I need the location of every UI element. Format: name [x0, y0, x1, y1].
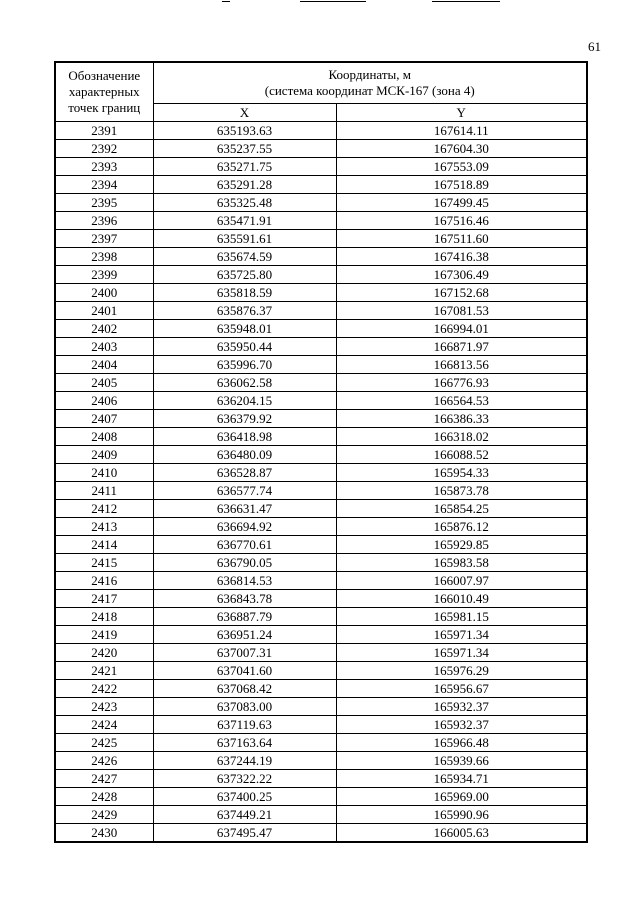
y-coordinate-cell: 166005.63: [336, 824, 587, 843]
y-coordinate-cell: 166871.97: [336, 338, 587, 356]
y-coordinate-cell: 165954.33: [336, 464, 587, 482]
point-number-cell: 2418: [55, 608, 153, 626]
x-coordinate-cell: 636951.24: [153, 626, 336, 644]
x-column-header: X: [153, 104, 336, 122]
table-row: [55, 230, 587, 248]
table-row: [55, 554, 587, 572]
table-row: [55, 464, 587, 482]
x-coordinate-cell: 636790.05: [153, 554, 336, 572]
point-number-cell: 2406: [55, 392, 153, 410]
table-row: [55, 662, 587, 680]
x-coordinate-cell: 637400.25: [153, 788, 336, 806]
point-number-cell: 2416: [55, 572, 153, 590]
x-coordinate-cell: 637007.31: [153, 644, 336, 662]
y-coordinate-cell: 167306.49: [336, 266, 587, 284]
table-row: [55, 752, 587, 770]
table-row: [55, 248, 587, 266]
point-number-cell: 2412: [55, 500, 153, 518]
y-coordinate-cell: 167511.60: [336, 230, 587, 248]
point-number-cell: 2430: [55, 824, 153, 843]
point-number-cell: 2399: [55, 266, 153, 284]
point-number-cell: 2413: [55, 518, 153, 536]
table-row: [55, 302, 587, 320]
table-row: [55, 698, 587, 716]
y-column-header: Y: [336, 104, 587, 122]
x-coordinate-cell: 635674.59: [153, 248, 336, 266]
table-row: [55, 446, 587, 464]
point-number-cell: 2426: [55, 752, 153, 770]
y-coordinate-cell: 165971.34: [336, 626, 587, 644]
point-designation-header: [55, 62, 153, 122]
table-header: [55, 62, 587, 122]
point-number-cell: 2425: [55, 734, 153, 752]
x-coordinate-cell: 635950.44: [153, 338, 336, 356]
point-number-cell: 2422: [55, 680, 153, 698]
table-row: [55, 626, 587, 644]
table-row: [55, 356, 587, 374]
y-coordinate-cell: 166994.01: [336, 320, 587, 338]
table-body: [55, 122, 587, 843]
table-row: [55, 716, 587, 734]
x-coordinate-cell: 636843.78: [153, 590, 336, 608]
x-coordinate-cell: 637163.64: [153, 734, 336, 752]
table-row: [55, 122, 587, 140]
table-row: [55, 266, 587, 284]
x-coordinate-cell: 636418.98: [153, 428, 336, 446]
y-coordinate-cell: 165873.78: [336, 482, 587, 500]
y-coordinate-cell: 167516.46: [336, 212, 587, 230]
point-number-cell: 2423: [55, 698, 153, 716]
table-row: [55, 374, 587, 392]
y-coordinate-cell: 167518.89: [336, 176, 587, 194]
table-row: [55, 320, 587, 338]
y-coordinate-cell: 166386.33: [336, 410, 587, 428]
page-number: 61: [588, 39, 601, 54]
table-row: [55, 410, 587, 428]
point-header-line: Обозначение: [68, 68, 141, 83]
table-row: [55, 158, 587, 176]
table-row: [55, 680, 587, 698]
x-coordinate-cell: 636770.61: [153, 536, 336, 554]
table-row: [55, 590, 587, 608]
coordinates-header: [153, 62, 587, 104]
table-row: [55, 644, 587, 662]
point-number-cell: 2408: [55, 428, 153, 446]
y-coordinate-cell: 165981.15: [336, 608, 587, 626]
x-coordinate-cell: 635725.80: [153, 266, 336, 284]
table-row: [55, 482, 587, 500]
point-number-cell: 2415: [55, 554, 153, 572]
y-coordinate-cell: 166010.49: [336, 590, 587, 608]
table-row: [55, 572, 587, 590]
point-number-cell: 2429: [55, 806, 153, 824]
table-row: [55, 338, 587, 356]
point-number-cell: 2411: [55, 482, 153, 500]
point-header-line: точек границ: [68, 100, 141, 115]
x-coordinate-cell: 637083.00: [153, 698, 336, 716]
x-coordinate-cell: 636577.74: [153, 482, 336, 500]
x-coordinate-cell: 635291.28: [153, 176, 336, 194]
x-coordinate-cell: 635193.63: [153, 122, 336, 140]
x-coordinate-cell: 636814.53: [153, 572, 336, 590]
y-coordinate-cell: 167553.09: [336, 158, 587, 176]
x-coordinate-cell: 636204.15: [153, 392, 336, 410]
y-coordinate-cell: 166776.93: [336, 374, 587, 392]
x-coordinate-cell: 635591.61: [153, 230, 336, 248]
y-coordinate-cell: 165929.85: [336, 536, 587, 554]
table-row: [55, 194, 587, 212]
y-coordinate-cell: 165969.00: [336, 788, 587, 806]
coordinate-system-label: (система координат МСК-167 (зона 4): [264, 83, 475, 98]
table-row: [55, 392, 587, 410]
x-coordinate-cell: 635237.55: [153, 140, 336, 158]
x-coordinate-cell: 635471.91: [153, 212, 336, 230]
point-number-cell: 2428: [55, 788, 153, 806]
y-coordinate-cell: 166088.52: [336, 446, 587, 464]
point-number-cell: 2419: [55, 626, 153, 644]
table-row: [55, 824, 587, 843]
point-number-cell: 2397: [55, 230, 153, 248]
x-coordinate-cell: 637041.60: [153, 662, 336, 680]
table-row: [55, 806, 587, 824]
y-coordinate-cell: 165971.34: [336, 644, 587, 662]
table-row: [55, 212, 587, 230]
y-coordinate-cell: 167614.11: [336, 122, 587, 140]
point-number-cell: 2401: [55, 302, 153, 320]
point-number-cell: 2392: [55, 140, 153, 158]
point-number-cell: 2394: [55, 176, 153, 194]
y-coordinate-cell: 167604.30: [336, 140, 587, 158]
table-row: [55, 428, 587, 446]
point-number-cell: 2420: [55, 644, 153, 662]
x-coordinate-cell: 635325.48: [153, 194, 336, 212]
table-row: [55, 734, 587, 752]
point-number-cell: 2409: [55, 446, 153, 464]
y-coordinate-cell: 165876.12: [336, 518, 587, 536]
x-coordinate-cell: 635996.70: [153, 356, 336, 374]
point-number-cell: 2402: [55, 320, 153, 338]
y-coordinate-cell: 165976.29: [336, 662, 587, 680]
y-coordinate-cell: 165939.66: [336, 752, 587, 770]
coordinates-title: Координаты, м: [328, 67, 411, 82]
x-coordinate-cell: 637068.42: [153, 680, 336, 698]
y-coordinate-cell: 166007.97: [336, 572, 587, 590]
x-coordinate-cell: 637119.63: [153, 716, 336, 734]
y-coordinate-cell: 165983.58: [336, 554, 587, 572]
table-row: [55, 770, 587, 788]
table-row: [55, 536, 587, 554]
table-row: [55, 284, 587, 302]
point-number-cell: 2403: [55, 338, 153, 356]
x-coordinate-cell: 637244.19: [153, 752, 336, 770]
point-number-cell: 2395: [55, 194, 153, 212]
table-row: [55, 500, 587, 518]
y-coordinate-cell: 165854.25: [336, 500, 587, 518]
x-coordinate-cell: 637495.47: [153, 824, 336, 843]
point-number-cell: 2400: [55, 284, 153, 302]
scan-edge-marks: [0, 0, 640, 6]
x-coordinate-cell: 636694.92: [153, 518, 336, 536]
y-coordinate-cell: 166813.56: [336, 356, 587, 374]
y-coordinate-cell: 167152.68: [336, 284, 587, 302]
x-coordinate-cell: 636480.09: [153, 446, 336, 464]
point-number-cell: 2417: [55, 590, 153, 608]
point-number-cell: 2391: [55, 122, 153, 140]
table-row: [55, 608, 587, 626]
y-coordinate-cell: 165956.67: [336, 680, 587, 698]
point-number-cell: 2393: [55, 158, 153, 176]
x-coordinate-cell: 636528.87: [153, 464, 336, 482]
x-coordinate-cell: 636062.58: [153, 374, 336, 392]
table-row: [55, 518, 587, 536]
y-coordinate-cell: 165934.71: [336, 770, 587, 788]
point-number-cell: 2396: [55, 212, 153, 230]
table-row: [55, 140, 587, 158]
coordinates-table: [54, 61, 588, 843]
point-number-cell: 2427: [55, 770, 153, 788]
y-coordinate-cell: 165966.48: [336, 734, 587, 752]
point-number-cell: 2421: [55, 662, 153, 680]
x-coordinate-cell: 636379.92: [153, 410, 336, 428]
x-coordinate-cell: 635948.01: [153, 320, 336, 338]
point-number-cell: 2405: [55, 374, 153, 392]
point-number-cell: 2404: [55, 356, 153, 374]
point-number-cell: 2410: [55, 464, 153, 482]
point-number-cell: 2424: [55, 716, 153, 734]
point-number-cell: 2414: [55, 536, 153, 554]
y-coordinate-cell: 167081.53: [336, 302, 587, 320]
x-coordinate-cell: 635876.37: [153, 302, 336, 320]
y-coordinate-cell: 165932.37: [336, 716, 587, 734]
x-coordinate-cell: 635818.59: [153, 284, 336, 302]
y-coordinate-cell: 165932.37: [336, 698, 587, 716]
y-coordinate-cell: 167499.45: [336, 194, 587, 212]
table-row: [55, 176, 587, 194]
x-coordinate-cell: 637449.21: [153, 806, 336, 824]
y-coordinate-cell: 166318.02: [336, 428, 587, 446]
x-coordinate-cell: 637322.22: [153, 770, 336, 788]
y-coordinate-cell: 165990.96: [336, 806, 587, 824]
y-coordinate-cell: 167416.38: [336, 248, 587, 266]
point-header-line: характерных: [68, 84, 140, 99]
table-row: [55, 788, 587, 806]
point-number-cell: 2398: [55, 248, 153, 266]
x-coordinate-cell: 636887.79: [153, 608, 336, 626]
x-coordinate-cell: 636631.47: [153, 500, 336, 518]
y-coordinate-cell: 166564.53: [336, 392, 587, 410]
x-coordinate-cell: 635271.75: [153, 158, 336, 176]
point-number-cell: 2407: [55, 410, 153, 428]
